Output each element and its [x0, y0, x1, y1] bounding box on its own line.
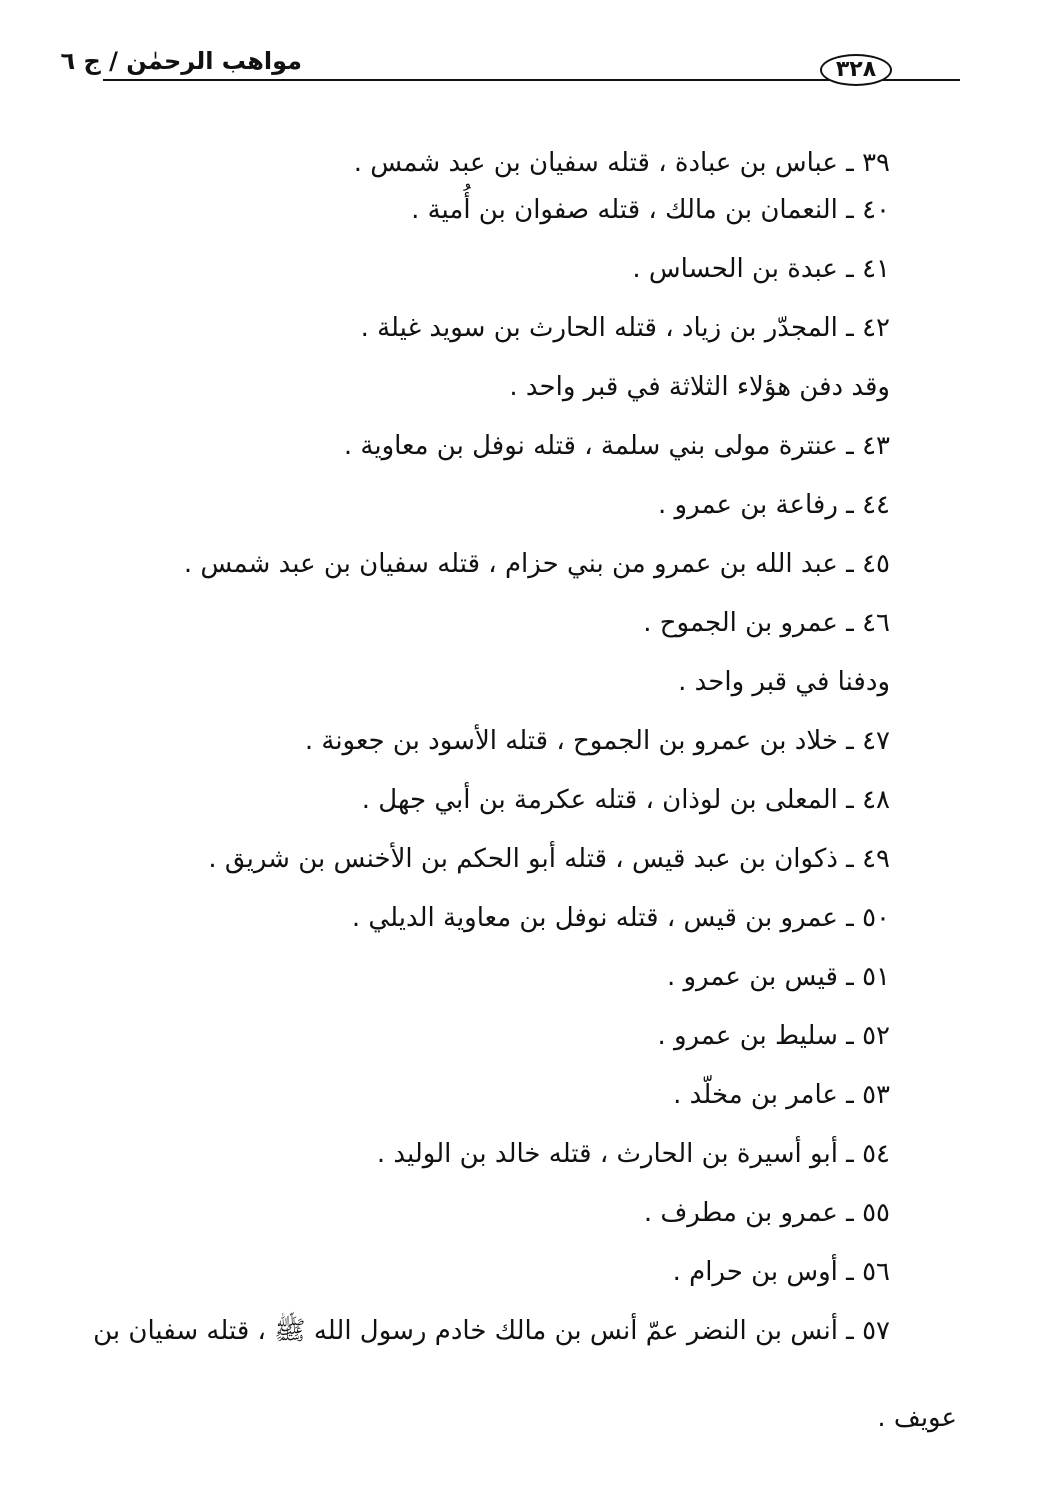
text-line: ٥٤ ـ أبو أسيرة بن الحارث ، قتله خالد بن الوليد . — [376, 1139, 890, 1169]
text-line: وقد دفن هؤلاء الثلاثة في قبر واحد . — [509, 372, 890, 402]
text-line: ٤٠ ـ النعمان بن مالك ، قتله صفوان بن أُمية . — [411, 195, 890, 225]
page-header — [0, 0, 1064, 100]
text-line: ٥٧ ـ أنس بن النضر عمّ أنس بن مالك خادم رسول الله ﷺ ، قتله سفيان بن — [93, 1316, 890, 1346]
text-line: ٤١ ـ عبدة بن الحساس . — [632, 254, 890, 284]
text-line: ٣٩ ـ عباس بن عبادة ، قتله سفيان بن عبد شمس . — [353, 148, 890, 178]
body-text — [93, 140, 890, 1367]
text-line: ٥٣ ـ عامر بن مخلّد . — [673, 1080, 890, 1110]
text-line: ٤٦ ـ عمرو بن الجموح . — [643, 608, 890, 638]
text-line: ٤٤ ـ رفاعة بن عمرو . — [658, 490, 890, 520]
text-line: ٤٩ ـ ذكوان بن عبد قيس ، قتله أبو الحكم بن الأخنس بن شريق . — [208, 844, 890, 874]
text-line: ٤٨ ـ المعلى بن لوذان ، قتله عكرمة بن أبي جهل . — [361, 785, 890, 815]
text-line: ٥٠ ـ عمرو بن قيس ، قتله نوفل بن معاوية الديلي . — [351, 903, 890, 933]
text-line: ٥١ ـ قيس بن عمرو . — [666, 962, 890, 992]
text-line: ودفنا في قبر واحد . — [678, 667, 890, 697]
text-line: ٤٥ ـ عبد الله بن عمرو من بني حزام ، قتله سفيان بن عبد شمس . — [183, 549, 890, 579]
text-line: ٤٣ ـ عنترة مولى بني سلمة ، قتله نوفل بن معاوية . — [343, 431, 890, 461]
text-line: ٥٢ ـ سليط بن عمرو . — [657, 1021, 890, 1051]
continuation-line: عويف . — [877, 1403, 957, 1433]
running-title: مواهب الرحمٰن / ج ٦ — [60, 47, 302, 75]
text-line: ٥٥ ـ عمرو بن مطرف . — [643, 1198, 890, 1228]
text-line: ٥٦ ـ أوس بن حرام . — [672, 1257, 890, 1287]
text-line: ٤٢ ـ المجدّر بن زياد ، قتله الحارث بن سويد غيلة . — [360, 313, 890, 343]
page-number: ٣٢٨ — [820, 54, 892, 86]
text-line: ٤٧ ـ خلاد بن عمرو بن الجموح ، قتله الأسود بن جعونة . — [304, 726, 890, 756]
